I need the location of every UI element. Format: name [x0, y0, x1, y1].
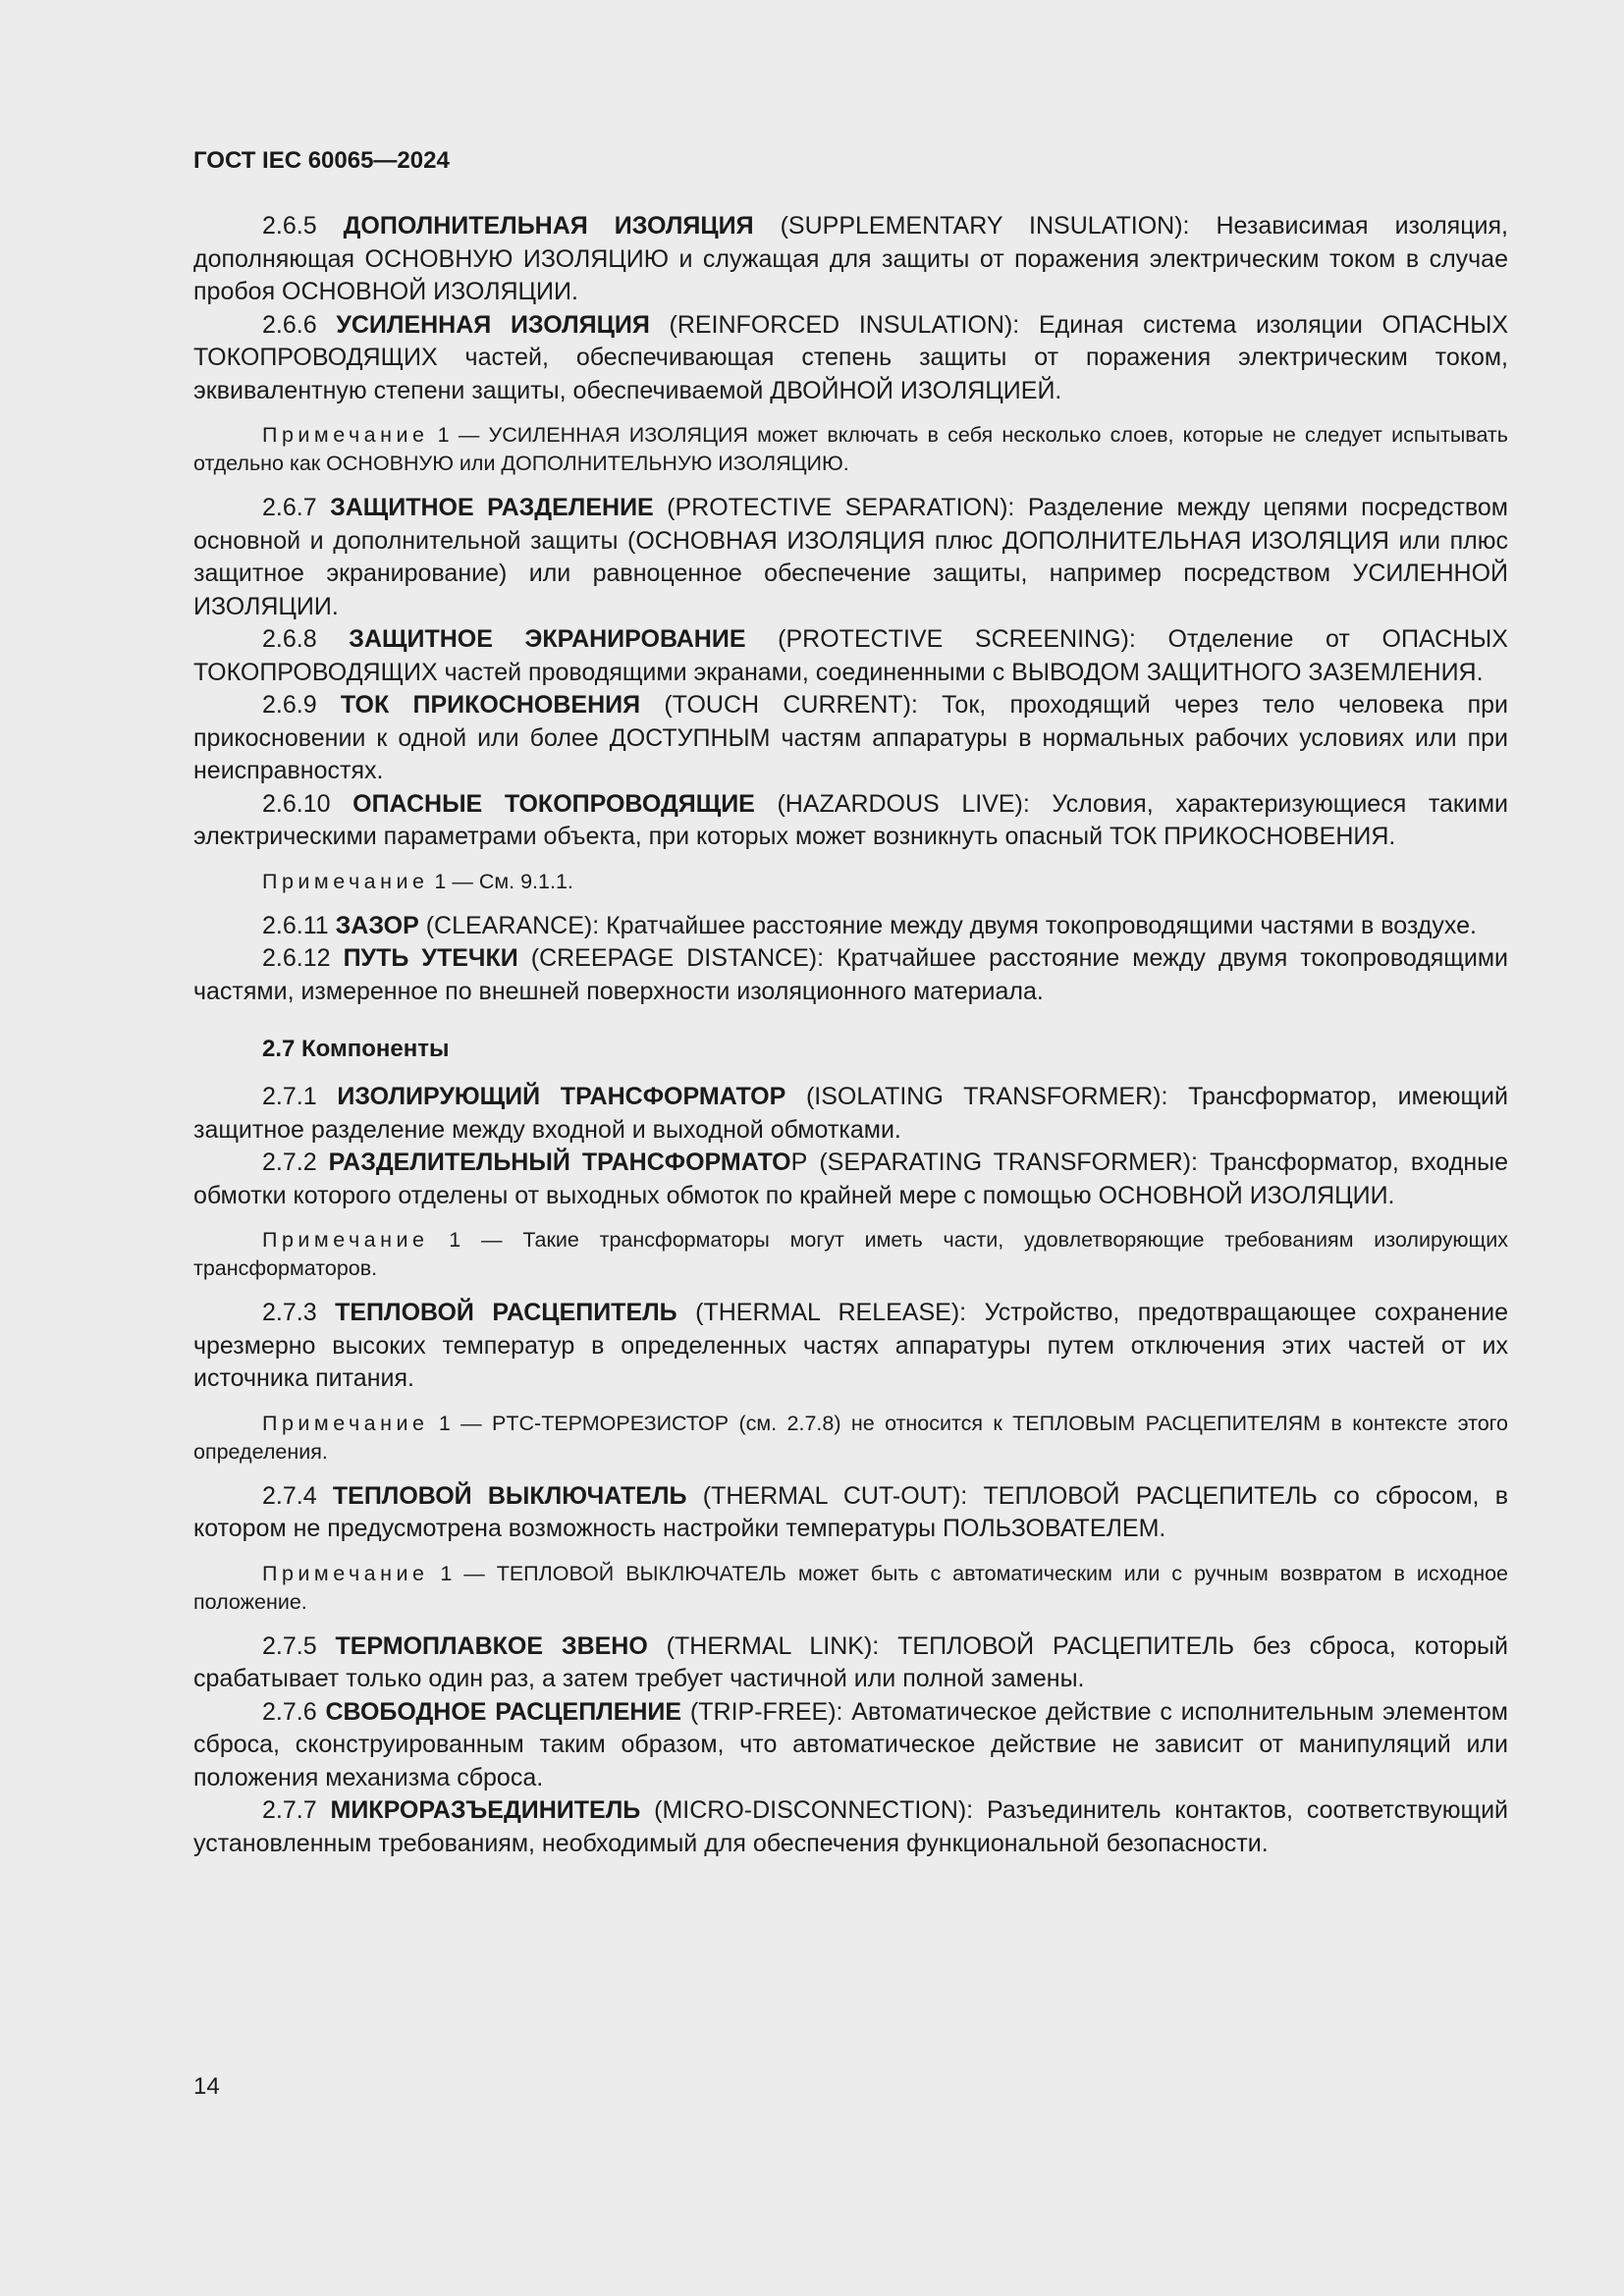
definition-text: (TRIP-FREE): Автоматическое действие с исполнительным элементом сброса, сконструированным таким образом, что автоматическое действие не зависит от манипуляций или положения механизма сброса. — [193, 1697, 1508, 1791]
term-name: ПУТЬ УТЕЧКИ — [343, 944, 518, 972]
definition-text: (ISOLATING TRANSFORMER): Трансформатор, имеющий защитное разделение между входной и выходной обмотками. — [193, 1083, 1508, 1144]
definition-paragraph — [193, 689, 1508, 788]
clause-number: 2.6.12 — [262, 944, 331, 972]
definition-paragraph — [193, 942, 1508, 1008]
note-paragraph — [193, 1560, 1508, 1617]
definition-text: (THERMAL LINK): ТЕПЛОВОЙ РАСЦЕПИТЕЛЬ без сброса, который срабатывает только один раз, а затем требует частичной или полной замены. — [193, 1631, 1508, 1692]
note-text: 1 — УСИЛЕННАЯ ИЗОЛЯЦИЯ может включать в себя несколько слоев, которые не следует испытывать отдельно как ОСНОВНУЮ или ДОПОЛНИТЕЛЬНУЮ ИЗОЛЯЦИЮ. — [193, 423, 1508, 475]
term-name: ЗАЩИТНОЕ ЭКРАНИРОВАНИЕ — [349, 625, 746, 653]
definition-paragraph — [193, 1297, 1508, 1396]
clause-number: 2.7.1 — [262, 1083, 317, 1110]
definition-text: (MICRO-DISCONNECTION): Разъединитель контактов, соответствующий установленным требованиям, необходимый для обеспечения функциональной безопасности. — [193, 1796, 1509, 1857]
definition-paragraph — [193, 492, 1508, 623]
term-name: СВОБОДНОЕ РАСЦЕПЛЕНИЕ — [325, 1697, 682, 1726]
definition-text: (PROTECTIVE SCREENING): Отделение от ОПАСНЫХ ТОКОПРОВОДЯЩИХ частей проводящими экранами, соединенными с ВЫВОДОМ ЗАЩИТНОГО ЗАЗЕМЛЕНИЯ. — [193, 625, 1508, 686]
note-label: Примечание — [262, 423, 429, 447]
page-number: 14 — [193, 2073, 220, 2100]
definition-paragraph — [193, 623, 1508, 689]
definition-text: (CLEARANCE): Кратчайшее расстояние между двумя токопроводящими частями в воздухе. — [418, 911, 1477, 939]
note-label: Примечание — [262, 1411, 429, 1435]
definition-paragraph — [193, 1794, 1508, 1860]
clause-number: 2.7.3 — [262, 1299, 317, 1326]
term-name: УСИЛЕННАЯ ИЗОЛЯЦИЯ — [336, 310, 650, 339]
definition-text: (HAZARDOUS LIVE): Условия, характеризующиеся такими электрическими параметрами объекта, при которых может возникнуть опасный ТОК ПРИКОСНОВЕНИЯ. — [193, 789, 1508, 850]
subsection-heading: 2.7 Компоненты — [262, 1036, 450, 1062]
clause-number: 2.6.9 — [262, 691, 317, 719]
term-name: ТЕПЛОВОЙ ВЫКЛЮЧАТЕЛЬ — [332, 1481, 687, 1510]
term-name: ЗАЗОР — [335, 911, 419, 939]
definition-paragraph — [193, 1081, 1508, 1147]
term-name: ИЗОЛИРУЮЩИЙ ТРАНСФОРМАТОР — [337, 1083, 786, 1110]
definition-paragraph — [193, 788, 1508, 854]
note-label: Примечание — [262, 1561, 429, 1585]
term-name: ТЕПЛОВОЙ РАСЦЕПИТЕЛЬ — [335, 1299, 677, 1326]
definition-paragraph — [193, 1696, 1508, 1795]
clause-number: 2.7.6 — [262, 1697, 317, 1726]
term-name: ЗАЩИТНОЕ РАЗДЕЛЕНИЕ — [330, 494, 654, 521]
definition-text: (THERMAL CUT-OUT): ТЕПЛОВОЙ РАСЦЕПИТЕЛЬ со сбросом, в котором не предусмотрена возможность настройки температуры ПОЛЬЗОВАТЕЛЕМ. — [193, 1481, 1509, 1542]
definition-text: (CREEPAGE DISTANCE): Кратчайшее расстояние между двумя токопроводящими частями, измеренное по внешней поверхности изоляционного материала. — [193, 944, 1508, 1005]
clause-number: 2.6.11 — [262, 911, 329, 939]
term-name: ТЕРМОПЛАВКОЕ ЗВЕНО — [335, 1631, 648, 1660]
term-name: МИКРОРАЗЪЕДИНИТЕЛЬ — [330, 1796, 641, 1824]
note-paragraph — [193, 1410, 1508, 1467]
clause-number: 2.7.4 — [262, 1481, 317, 1510]
clause-number: 2.7.7 — [262, 1796, 317, 1824]
note-paragraph — [193, 1226, 1508, 1283]
clause-number: 2.6.10 — [262, 789, 331, 818]
definition-paragraph — [193, 309, 1508, 408]
definition-text: (REINFORCED INSULATION): Единая система изоляции ОПАСНЫХ ТОКОПРОВОДЯЩИХ частей, обеспечивающая степень защиты от поражения электрическим током, эквивалентную степени защиты, обеспечиваемой ДВОЙНОЙ ИЗОЛЯЦИЕЙ. — [193, 310, 1509, 404]
note-text: 1 — Такие трансформаторы могут иметь части, удовлетворяющие требованиям изолирующих трансформаторов. — [193, 1228, 1508, 1280]
note-text: 1 — См. 9.1.1. — [428, 869, 573, 893]
clause-number: 2.6.7 — [262, 494, 317, 521]
note-text: 1 — PTC-ТЕРМОРЕЗИСТОР (см. 2.7.8) не относится к ТЕПЛОВЫМ РАСЦЕПИТЕЛЯМ в контексте этого определения. — [193, 1411, 1508, 1464]
definition-paragraph — [193, 1147, 1508, 1212]
clause-number: 2.6.6 — [262, 310, 317, 339]
document-header: ГОСТ IEC 60065—2024 — [193, 147, 450, 174]
note-text: 1 — ТЕПЛОВОЙ ВЫКЛЮЧАТЕЛЬ может быть с автоматическим или с ручным возвратом в исходное положение. — [193, 1561, 1508, 1614]
definition-text: (THERMAL RELEASE): Устройство, предотвращающее сохранение чрезмерно высоких температур в определенных частях аппаратуры путем отключения этих частей от их источника питания. — [193, 1299, 1508, 1392]
term-name: ОПАСНЫЕ ТОКОПРОВОДЯЩИЕ — [352, 789, 755, 818]
definition-text: (SUPPLEMENTARY INSULATION): Независимая изоляция, дополняющая ОСНОВНУЮ ИЗОЛЯЦИЮ и служащая для защиты от поражения электрическим током в случае пробоя ОСНОВНОЙ ИЗОЛЯЦИИ. — [193, 212, 1508, 305]
note-label: Примечание — [262, 1228, 429, 1252]
term-name: РАЗДЕЛИТЕЛЬНЫЙ ТРАНСФОРМАТО — [328, 1148, 791, 1176]
note-paragraph — [193, 421, 1508, 478]
definition-paragraph — [193, 910, 1508, 943]
term-name: ДОПОЛНИТЕЛЬНАЯ ИЗОЛЯЦИЯ — [343, 212, 754, 240]
clause-number: 2.7.2 — [262, 1148, 317, 1176]
definition-paragraph — [193, 1630, 1508, 1696]
clause-number: 2.6.8 — [262, 625, 317, 653]
definition-paragraph — [193, 210, 1508, 309]
clause-number: 2.7.5 — [262, 1631, 317, 1660]
definition-paragraph — [193, 1480, 1508, 1546]
clause-number: 2.6.5 — [262, 212, 317, 240]
term-name: ТОК ПРИКОСНОВЕНИЯ — [340, 691, 641, 719]
document-body — [193, 210, 1508, 1860]
note-paragraph — [193, 868, 1508, 896]
definition-text: (PROTECTIVE SEPARATION): Разделение между цепями посредством основной и дополнительной защиты (ОСНОВНАЯ ИЗОЛЯЦИЯ плюс ДОПОЛНИТЕЛЬНАЯ ИЗОЛЯЦИЯ или плюс защитное экранирование) или равноценное обеспечение защиты, например посредством УСИЛЕННОЙ ИЗОЛЯЦИИ. — [193, 494, 1508, 620]
definition-text: (TOUCH CURRENT): Ток, проходящий через тело человека при прикосновении к одной или более ДОСТУПНЫМ частям аппаратуры в нормальных рабочих условиях или при неисправностях. — [193, 691, 1508, 784]
note-label: Примечание — [262, 869, 429, 893]
definition-text: Р (SEPARATING TRANSFORMER): Трансформатор, входные обмотки которого отделены от выходных обмоток по крайней мере с помощью ОСНОВНОЙ ИЗОЛЯЦИИ. — [193, 1148, 1508, 1209]
